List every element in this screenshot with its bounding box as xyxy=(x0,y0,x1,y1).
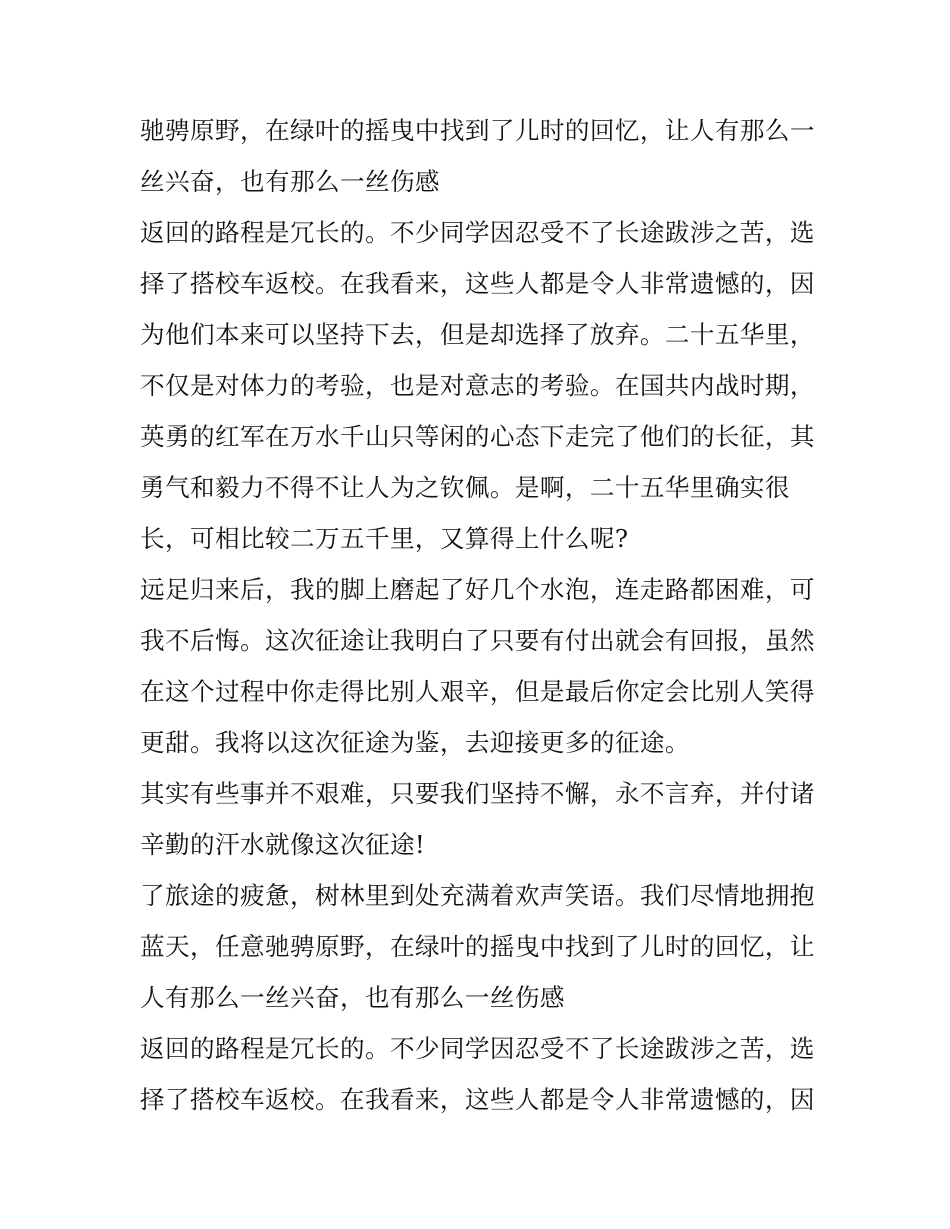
text-line: 返回的路程是冗长的。不少同学因忍受不了长途跋涉之苦，选 xyxy=(140,218,815,247)
text-line: 丝兴奋，也有那么一丝伤感 xyxy=(140,167,440,196)
text-line: 在这个过程中你走得比别人艰辛，但是最后你定会比别人笑得 xyxy=(140,677,815,706)
text-line: 英勇的红军在万水千山只等闲的心态下走完了他们的长征，其 xyxy=(140,422,815,451)
text-line: 为他们本来可以坚持下去，但是却选择了放弃。二十五华里， xyxy=(140,320,815,349)
text-line: 蓝天，任意驰骋原野，在绿叶的摇曳中找到了儿时的回忆，让 xyxy=(140,932,815,961)
text-line: 了旅途的疲惫，树林里到处充满着欢声笑语。我们尽情地拥抱 xyxy=(140,881,815,910)
text-line: 不仅是对体力的考验，也是对意志的考验。在国共内战时期， xyxy=(140,371,815,400)
text-line: 驰骋原野，在绿叶的摇曳中找到了儿时的回忆，让人有那么一 xyxy=(140,116,815,145)
text-line: 更甜。我将以这次征途为鉴，去迎接更多的征途。 xyxy=(140,728,690,757)
text-line: 长，可相比较二万五千里，又算得上什么呢? xyxy=(140,524,629,553)
document-body xyxy=(140,105,820,1125)
text-line: 择了搭校车返校。在我看来，这些人都是令人非常遗憾的，因 xyxy=(140,269,815,298)
text-line: 辛勤的汗水就像这次征途! xyxy=(140,830,426,859)
text-line: 勇气和毅力不得不让人为之钦佩。是啊，二十五华里确实很 xyxy=(140,473,790,502)
text-line: 择了搭校车返校。在我看来，这些人都是令人非常遗憾的，因 xyxy=(140,1085,815,1114)
text-line: 我不后悔。这次征途让我明白了只要有付出就会有回报，虽然 xyxy=(140,626,815,655)
text-line: 人有那么一丝兴奋，也有那么一丝伤感 xyxy=(140,983,565,1012)
text-line: 其实有些事并不艰难，只要我们坚持不懈，永不言弃，并付诸 xyxy=(140,779,815,808)
text-line: 返回的路程是冗长的。不少同学因忍受不了长途跋涉之苦，选 xyxy=(140,1034,815,1063)
text-line: 远足归来后，我的脚上磨起了好几个水泡，连走路都困难，可 xyxy=(140,575,815,604)
